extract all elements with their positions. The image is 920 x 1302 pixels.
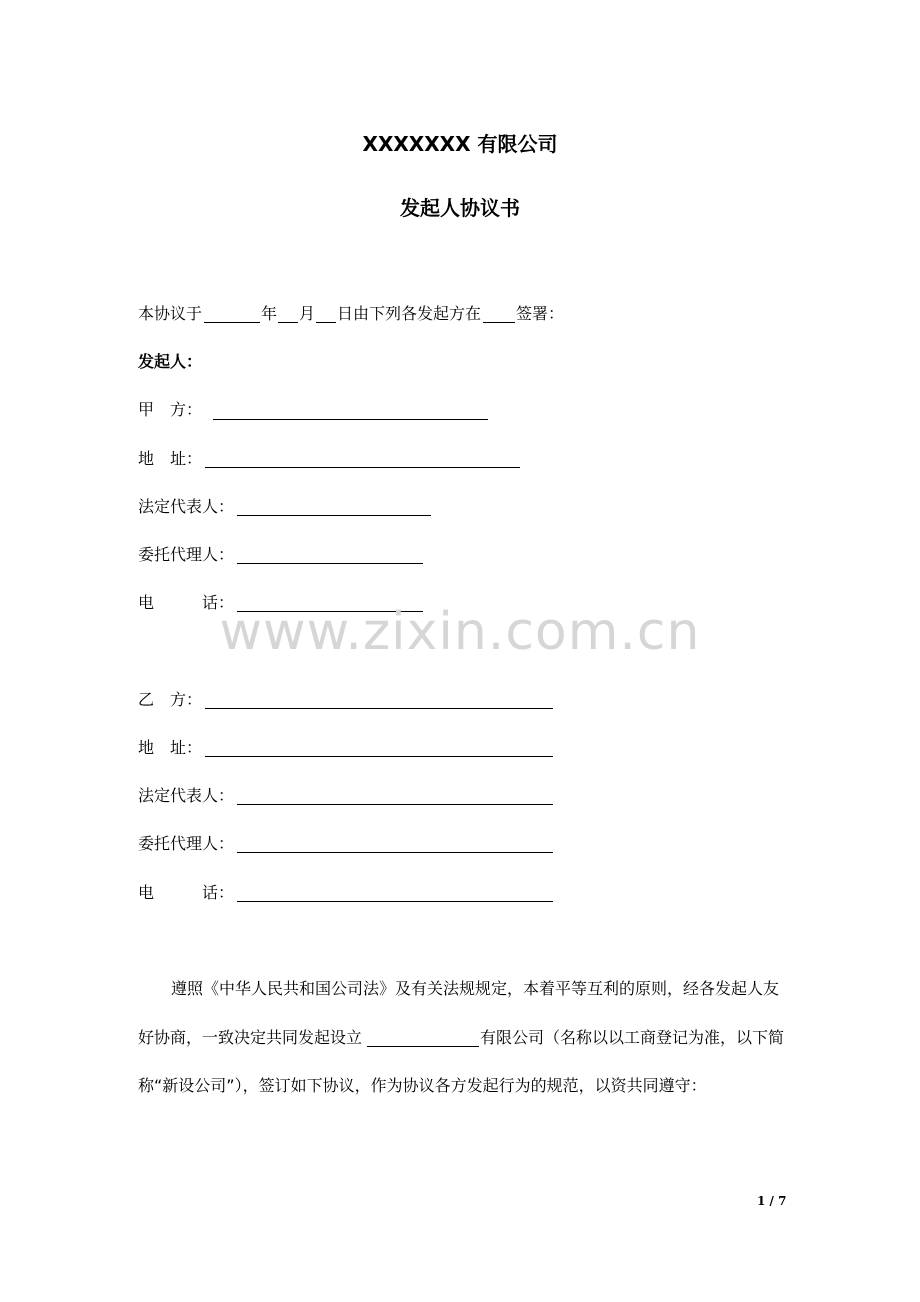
body-line-2-suffix: 有限公司（名称以以工商登记为准，以下简	[480, 1028, 785, 1047]
date-prefix: 本协议于	[138, 304, 203, 323]
year-blank	[204, 322, 260, 323]
watermark: www.zixin.com.cn	[219, 602, 701, 662]
party-a-legal-rep-blank	[237, 515, 431, 516]
body-line-1: 遵照《中华人民共和国公司法》及有关法规规定，本着平等互利的原则，经各发起人友	[171, 979, 780, 998]
party-b-phone-blank	[237, 901, 553, 902]
month-label: 月	[299, 304, 316, 323]
party-a-address-label: 地 址：	[138, 449, 203, 468]
party-a-name-label: 甲 方：	[138, 400, 203, 419]
day-suffix: 日由下列各发起方在	[337, 304, 482, 323]
party-a-phone-label: 电 话：	[138, 593, 235, 612]
month-blank	[278, 322, 298, 323]
party-a-address-blank	[205, 467, 520, 468]
company-title: XXXXXXX 有限公司	[362, 132, 558, 156]
party-a-name-blank	[213, 419, 488, 420]
body-line-2-prefix: 好协商，一致决定共同发起设立	[138, 1028, 363, 1047]
body-line-3: 称“新设公司”），签订如下协议，作为协议各方发起行为的规范，以资共同遵守：	[138, 1076, 707, 1095]
party-a-legal-rep-label: 法定代表人：	[138, 497, 235, 516]
party-b-name-label: 乙 方：	[138, 690, 203, 709]
company-name-blank	[367, 1046, 479, 1047]
party-b-address-blank	[205, 756, 553, 757]
party-b-name-blank	[205, 708, 553, 709]
signed-label: 签署：	[516, 304, 565, 323]
party-b-agent-label: 委托代理人：	[138, 834, 235, 853]
party-a-agent-label: 委托代理人：	[138, 545, 235, 564]
agreement-title: 发起人协议书	[400, 196, 520, 220]
page-number: 1 / 7	[757, 1194, 787, 1208]
party-b-legal-rep-label: 法定代表人：	[138, 786, 235, 805]
party-b-phone-label: 电 话：	[138, 883, 235, 902]
party-b-agent-blank	[237, 852, 553, 853]
initiators-heading: 发起人：	[138, 352, 203, 371]
party-b-address-label: 地 址：	[138, 738, 203, 757]
place-blank	[483, 322, 515, 323]
party-a-agent-blank	[237, 563, 423, 564]
year-label: 年	[261, 304, 278, 323]
party-b-legal-rep-blank	[237, 804, 553, 805]
day-blank	[316, 322, 336, 323]
